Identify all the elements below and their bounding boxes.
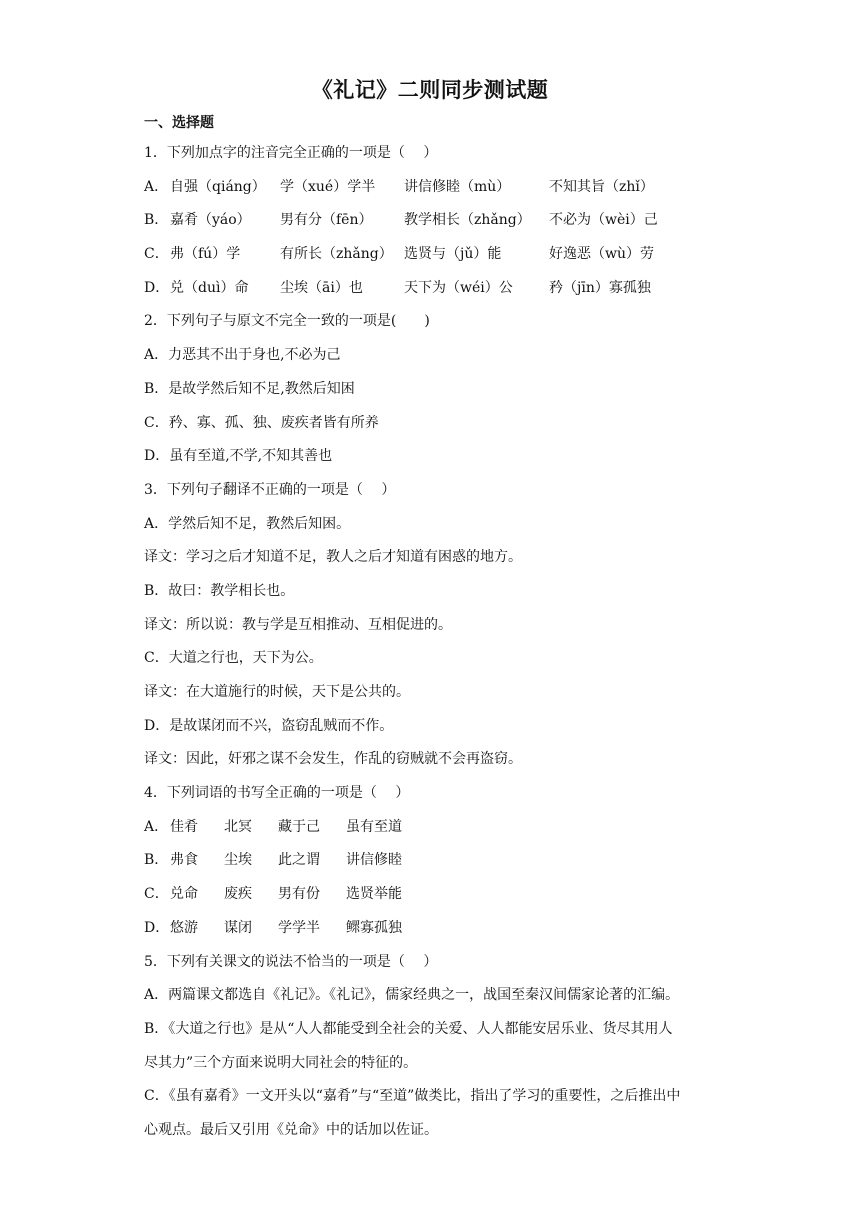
question-5-stem: 5．下列有关课文的说法不恰当的一项是（ ） (144, 953, 438, 970)
option-item: 嘉肴（yáo） (170, 212, 251, 229)
q4-option-a (144, 811, 724, 845)
q5-option-a: A．两篇课文都选自《礼记》。《礼记》，儒家经典之一，战国至秦汉间儒家论著的汇编。 (144, 987, 680, 1004)
option-word: 佳肴 (170, 818, 198, 835)
option-word: 选贤举能 (346, 886, 402, 903)
option-label: A． (144, 178, 169, 195)
q4-option-c (144, 878, 724, 912)
q3-translation-b: 译文：所以说：教与学是互相推动、互相促进的。 (144, 616, 452, 633)
option-item: 兑（duì）命 (170, 279, 249, 296)
option-word: 学学半 (278, 919, 320, 936)
option-label: C． (144, 246, 169, 263)
question-list (144, 137, 724, 1148)
q3-translation-a: 译文：学习之后才知道不足，教人之后才知道有困惑的地方。 (144, 549, 522, 566)
option-item: 矜（jīn）寡孤独 (549, 279, 651, 296)
q3-translation-c: 译文：在大道施行的时候，天下是公共的。 (144, 684, 410, 700)
q1-option-a (144, 171, 724, 205)
page-title: 《礼记》二则同步测试题 (311, 78, 549, 102)
option-item: 弗（fú）学 (170, 246, 241, 263)
option-label: B． (144, 212, 169, 229)
q5-option-c: C．《虽有嘉肴》一文开头以“嘉肴”与“至道”做类比，指出了学习的重要性，之后推出中 (144, 1088, 681, 1105)
q5-option-b-continued: 尽其力”三个方面来说明大同社会的特征的。 (144, 1054, 418, 1071)
option-item: 教学相长（zhǎng） (404, 212, 531, 229)
section-heading: 一、选择题 (144, 115, 214, 131)
option-item: 尘埃（āi）也 (280, 279, 363, 296)
q2-option-c: C．矜、寡、孤、独、废疾者皆有所养 (144, 414, 379, 431)
q3-option-c: C．大道之行也，天下为公。 (144, 650, 323, 667)
option-item: 不知其旨（zhǐ） (549, 178, 654, 195)
q2-option-a: A．力恶其不出于身也,不必为己 (144, 347, 341, 364)
q2-option-d: D．虽有至道,不学,不知其善也 (144, 448, 333, 465)
option-word: 藏于己 (278, 818, 320, 835)
question-2-stem: 2．下列句子与原文不完全一致的一项是( ) (144, 313, 430, 330)
option-item: 天下为（wéi）公 (404, 279, 513, 296)
option-label: C． (144, 886, 169, 903)
question-1-stem: 1．下列加点字的注音完全正确的一项是（ ） (144, 145, 438, 161)
option-word: 尘埃 (224, 852, 252, 869)
q1-option-b (144, 204, 724, 238)
option-label: D． (144, 279, 170, 296)
option-item: 不必为（wèi）己 (549, 212, 658, 229)
q3-option-a: A．学然后知不足，教然后知困。 (144, 515, 351, 532)
option-item: 学（xué）学半 (280, 178, 376, 195)
q3-translation-d: 译文：因此，奸邪之谋不会发生，作乱的窃贼就不会再盗窃。 (144, 751, 522, 768)
q2-option-b: B．是故学然后知不足,教然后知困 (144, 380, 355, 397)
option-item: 男有分（fēn） (280, 212, 373, 229)
question-3-stem: 3．下列句子翻译不正确的一项是（ ） (144, 481, 396, 498)
option-item: 有所长（zhǎng） (280, 246, 393, 263)
option-word: 弗食 (170, 852, 198, 869)
question-4-stem: 4．下列词语的书写全正确的一项是（ ） (144, 785, 410, 802)
option-word: 谋闭 (224, 919, 252, 936)
option-label: A． (144, 818, 169, 835)
q3-option-b: B．故曰：教学相长也。 (144, 582, 295, 599)
option-item: 讲信修睦（mù） (404, 178, 511, 195)
q1-option-c (144, 238, 724, 272)
option-item: 自强（qiáng） (170, 178, 266, 195)
option-word: 废疾 (224, 886, 252, 903)
q4-option-d (144, 912, 724, 946)
q5-option-b: B．《大道之行也》是从“人人都能受到全社会的关爱、人人都能安居乐业、货尽其用人 (144, 1020, 673, 1037)
q1-option-d (144, 272, 724, 306)
option-item: 选贤与（jǔ）能 (404, 246, 502, 263)
option-word: 北冥 (224, 818, 252, 835)
option-word: 鳏寡孤独 (346, 919, 402, 936)
option-item: 好逸恶（wù）劳 (549, 246, 654, 263)
q5-option-c-continued: 心观点。最后又引用《兑命》中的话加以佐证。 (144, 1121, 438, 1138)
option-word: 男有份 (278, 886, 320, 903)
option-word: 兑命 (170, 886, 198, 903)
option-label: D． (144, 919, 170, 936)
q4-option-b (144, 844, 724, 878)
option-word: 讲信修睦 (346, 852, 402, 869)
option-word: 悠游 (170, 919, 198, 936)
option-word: 此之谓 (278, 852, 320, 869)
q3-option-d: D．是故谋闭而不兴，盗窃乱贼而不作。 (144, 717, 394, 734)
option-word: 虽有至道 (346, 818, 402, 835)
option-label: B． (144, 852, 169, 869)
